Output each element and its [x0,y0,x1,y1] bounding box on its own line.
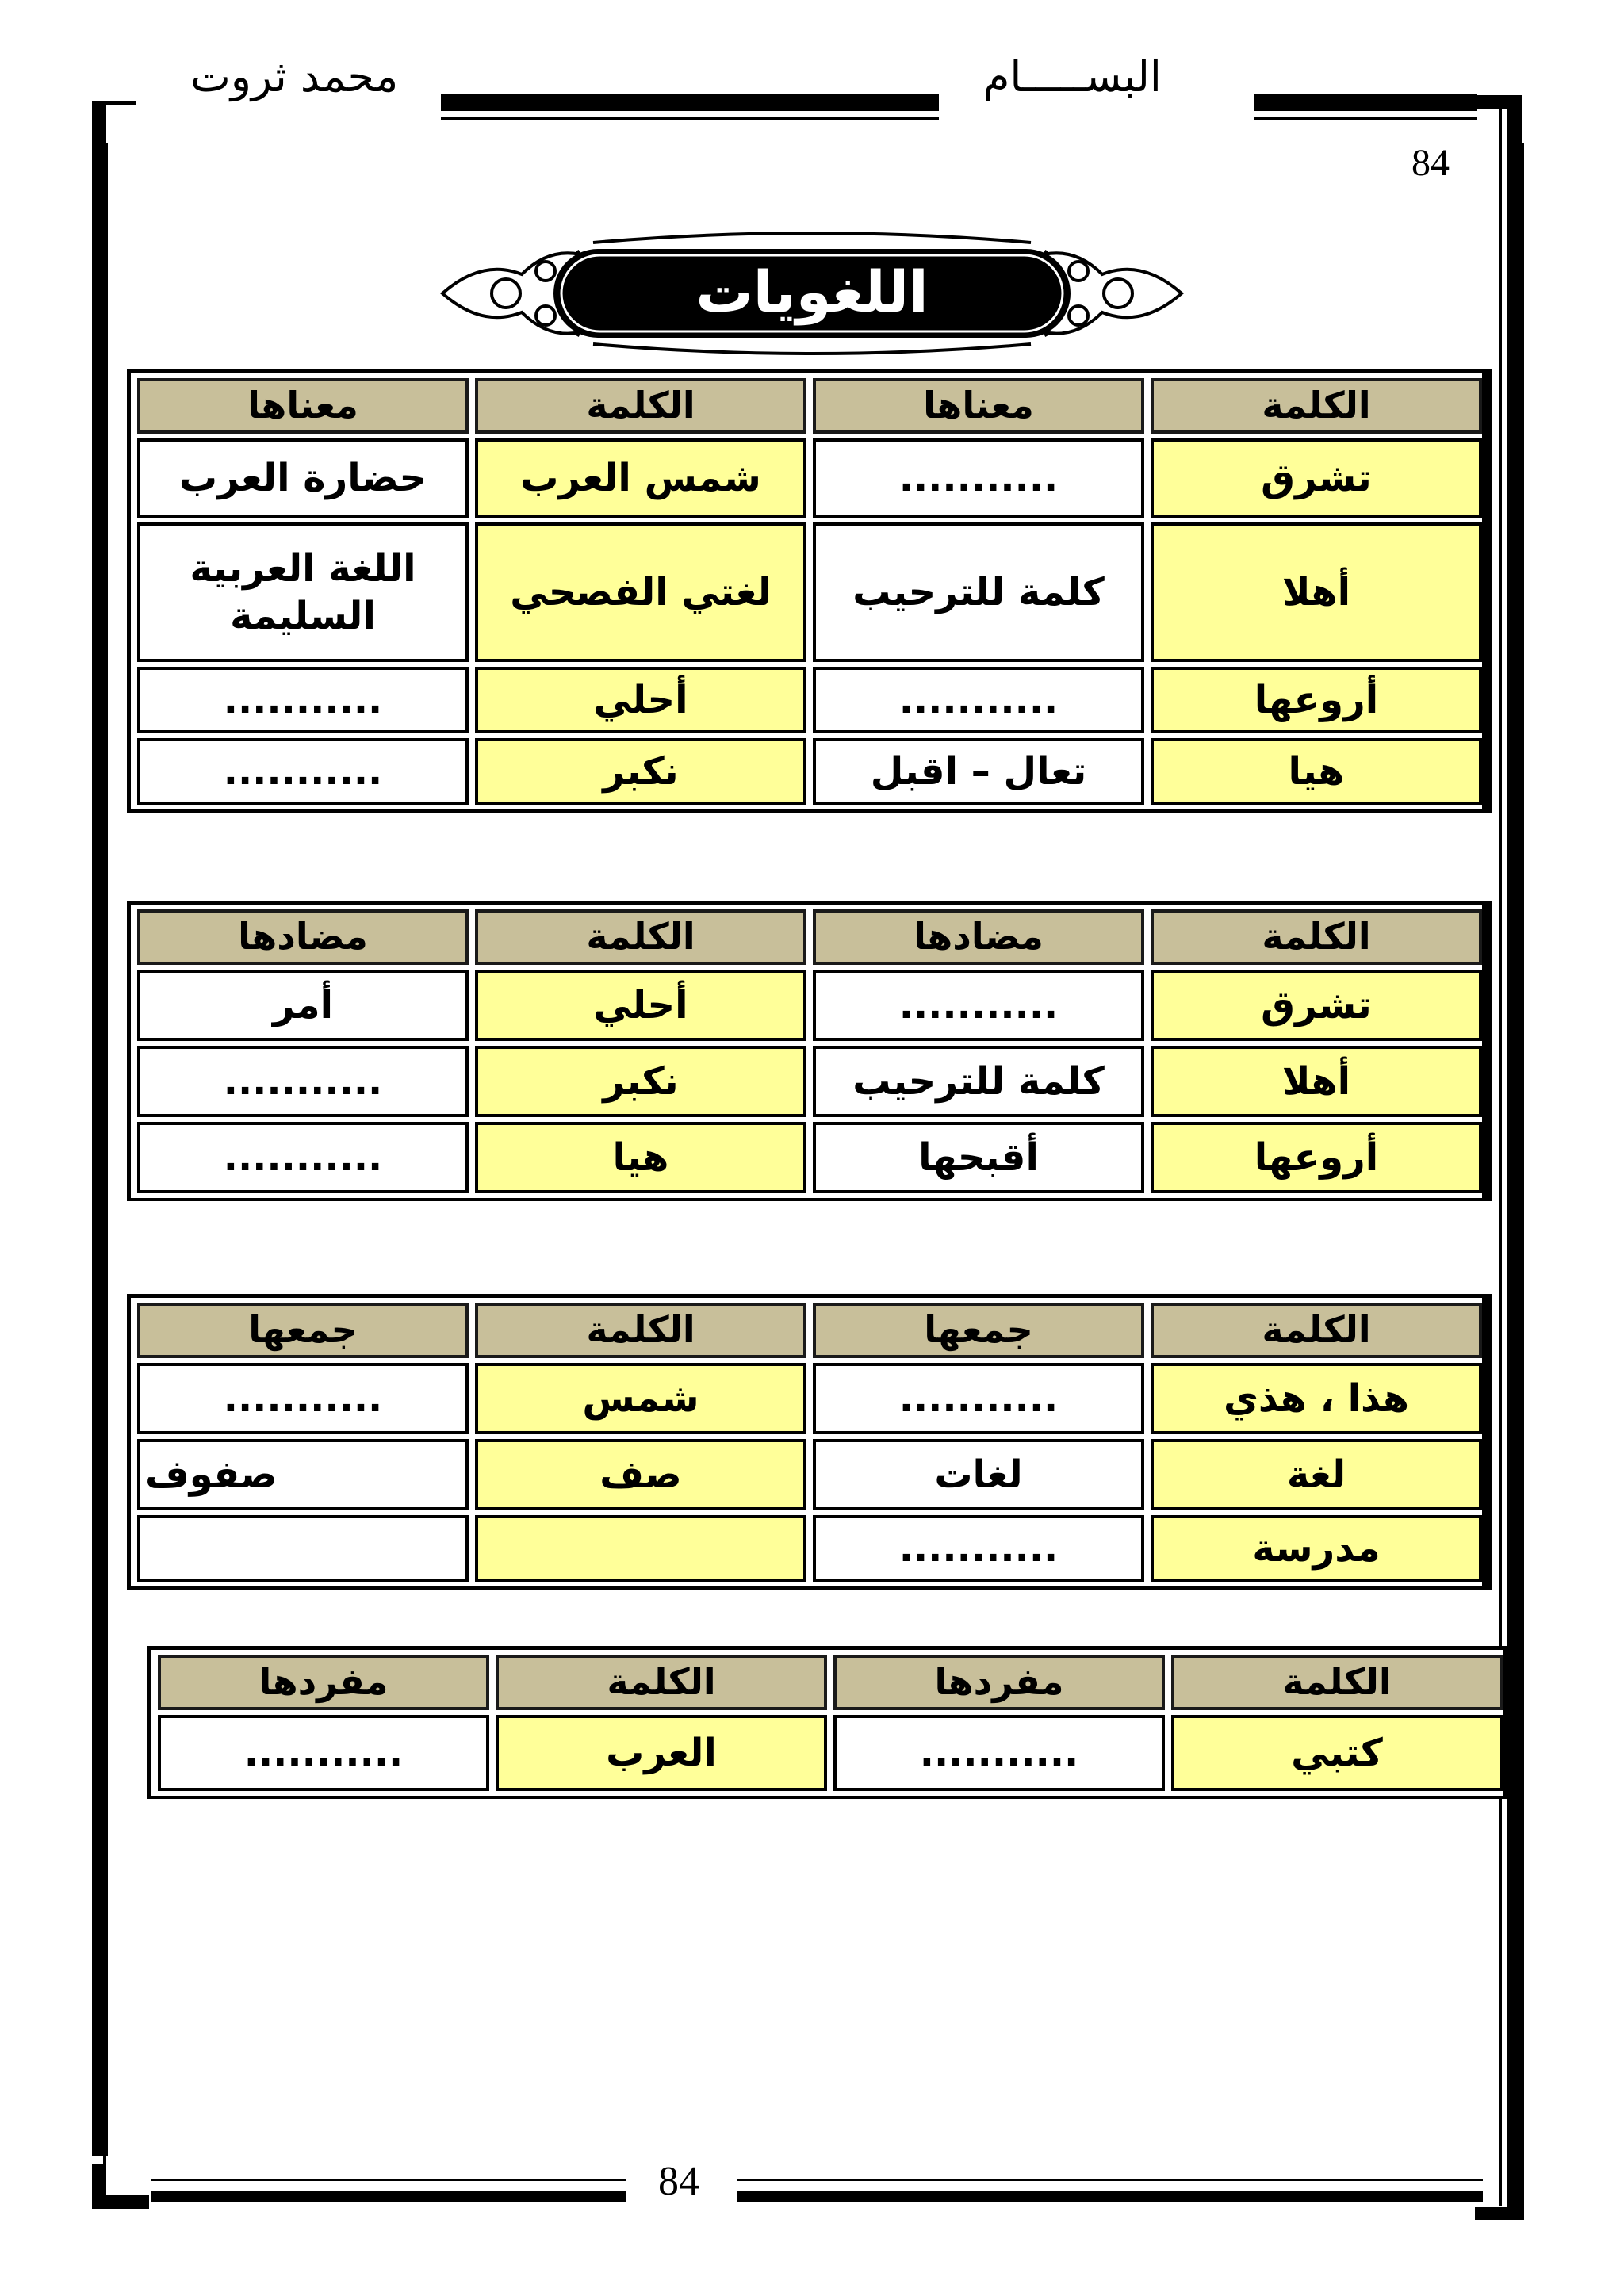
word-cell: تشرق [1151,438,1482,518]
footer-rule-right-thick [737,2191,1483,2202]
header-cell: جمعها [137,1303,469,1358]
value-cell: ........... [813,1515,1144,1582]
header-rule-right-thin [1254,117,1477,120]
table-header-row [137,1303,1482,1358]
singulars-table [147,1646,1513,1799]
word-cell: أهلا [1151,1046,1482,1117]
footer-rule-left-thick [151,2191,626,2202]
table-header-row [158,1655,1503,1710]
page-frame-corner-top-left [92,101,136,152]
page-frame-right-thick [1507,143,1524,2220]
header-cell: معناها [137,378,469,434]
word-cell: كتبي [1171,1715,1503,1791]
word-cell: شمس العرب [475,438,806,518]
header-cell: مفردها [158,1655,489,1710]
word-cell: لغة [1151,1439,1482,1510]
header-cell: الكلمة [475,909,806,965]
word-cell: هيا [1151,738,1482,805]
page-number-top: 84 [1411,142,1450,184]
word-cell: صف [475,1439,806,1510]
value-cell: حضارة العرب [137,438,469,518]
header-cell: مضادها [137,909,469,965]
value-cell: اللغة العربية السليمة [137,522,469,662]
word-cell: أروعها [1151,667,1482,733]
word-cell [475,1515,806,1582]
word-cell: نكبر [475,1046,806,1117]
opposites-table [127,901,1492,1201]
footer-rule-left-thin [151,2179,626,2181]
value-cell [137,1515,469,1582]
value-cell: ........... [813,667,1144,733]
word-cell: شمس [475,1363,806,1434]
value-cell: ........... [137,738,469,805]
value-cell: كلمة للترحيب [813,1046,1144,1117]
header-rule-middle-thin [441,117,939,120]
word-cell: لغتي الفصحي [475,522,806,662]
word-cell: هذا ، هذي [1151,1363,1482,1434]
header-cell: مضادها [813,909,1144,965]
page-frame-corner-top-right [1472,95,1522,143]
table-row [137,1122,1482,1193]
value-cell: ........... [813,1363,1144,1434]
header-cell: الكلمة [496,1655,827,1710]
header-author: محمد ثروت [190,52,399,101]
table-row [137,1046,1482,1117]
header-cell: جمعها [813,1303,1144,1358]
word-cell: أحلي [475,970,806,1041]
value-cell: ........... [833,1715,1165,1791]
header-cell: معناها [813,378,1144,434]
word-cell: العرب [496,1715,827,1791]
table-row [158,1715,1503,1791]
word-cell: أهلا [1151,522,1482,662]
header-cell: الكلمة [1151,378,1482,434]
value-cell: أقبحها [813,1122,1144,1193]
page-title: اللغويات [695,258,929,325]
meanings-table [127,369,1492,813]
word-cell: هيا [475,1122,806,1193]
value-cell: أمر [137,970,469,1041]
value-cell: ........... [813,970,1144,1041]
table-row [137,970,1482,1041]
header-cell: الكلمة [475,1303,806,1358]
value-cell: صفوف [137,1439,469,1510]
plurals-table [127,1294,1492,1590]
word-cell: أروعها [1151,1122,1482,1193]
page-frame-left-thick [92,143,108,2156]
value-cell: لغات [813,1439,1144,1510]
header-cell: مفردها [833,1655,1165,1710]
table-row [137,1439,1482,1510]
value-cell: ........... [813,438,1144,518]
table-row [137,667,1482,733]
header-cell: الكلمة [1151,1303,1482,1358]
value-cell: كلمة للترحيب [813,522,1144,662]
table-row [137,522,1482,662]
value-cell: ........... [137,1122,469,1193]
table-header-row [137,378,1482,434]
value-cell: ........... [137,667,469,733]
page-number-bottom: 84 [658,2159,699,2204]
table-row [137,1363,1482,1434]
header-cell: الكلمة [1171,1655,1503,1710]
word-cell: نكبر [475,738,806,805]
value-cell: ........... [137,1046,469,1117]
table-row [137,438,1482,518]
header-rule-right [1254,94,1477,111]
value-cell: ........... [158,1715,489,1791]
table-row [137,738,1482,805]
header-rule-middle [441,94,939,111]
header-book-title: البســـــام [983,52,1162,101]
page-frame-corner-bottom-left [92,2164,149,2209]
word-cell: أحلي [475,667,806,733]
word-cell: مدرسة [1151,1515,1482,1582]
value-cell: ........... [137,1363,469,1434]
table-row [137,1515,1482,1582]
word-cell: تشرق [1151,970,1482,1041]
page-frame-right-thin [1499,101,1502,2206]
header-cell: الكلمة [1151,909,1482,965]
value-cell: تعال – اقبل [813,738,1144,805]
table-header-row [137,909,1482,965]
header-cell: الكلمة [475,378,806,434]
footer-rule-right-thin [737,2179,1483,2181]
